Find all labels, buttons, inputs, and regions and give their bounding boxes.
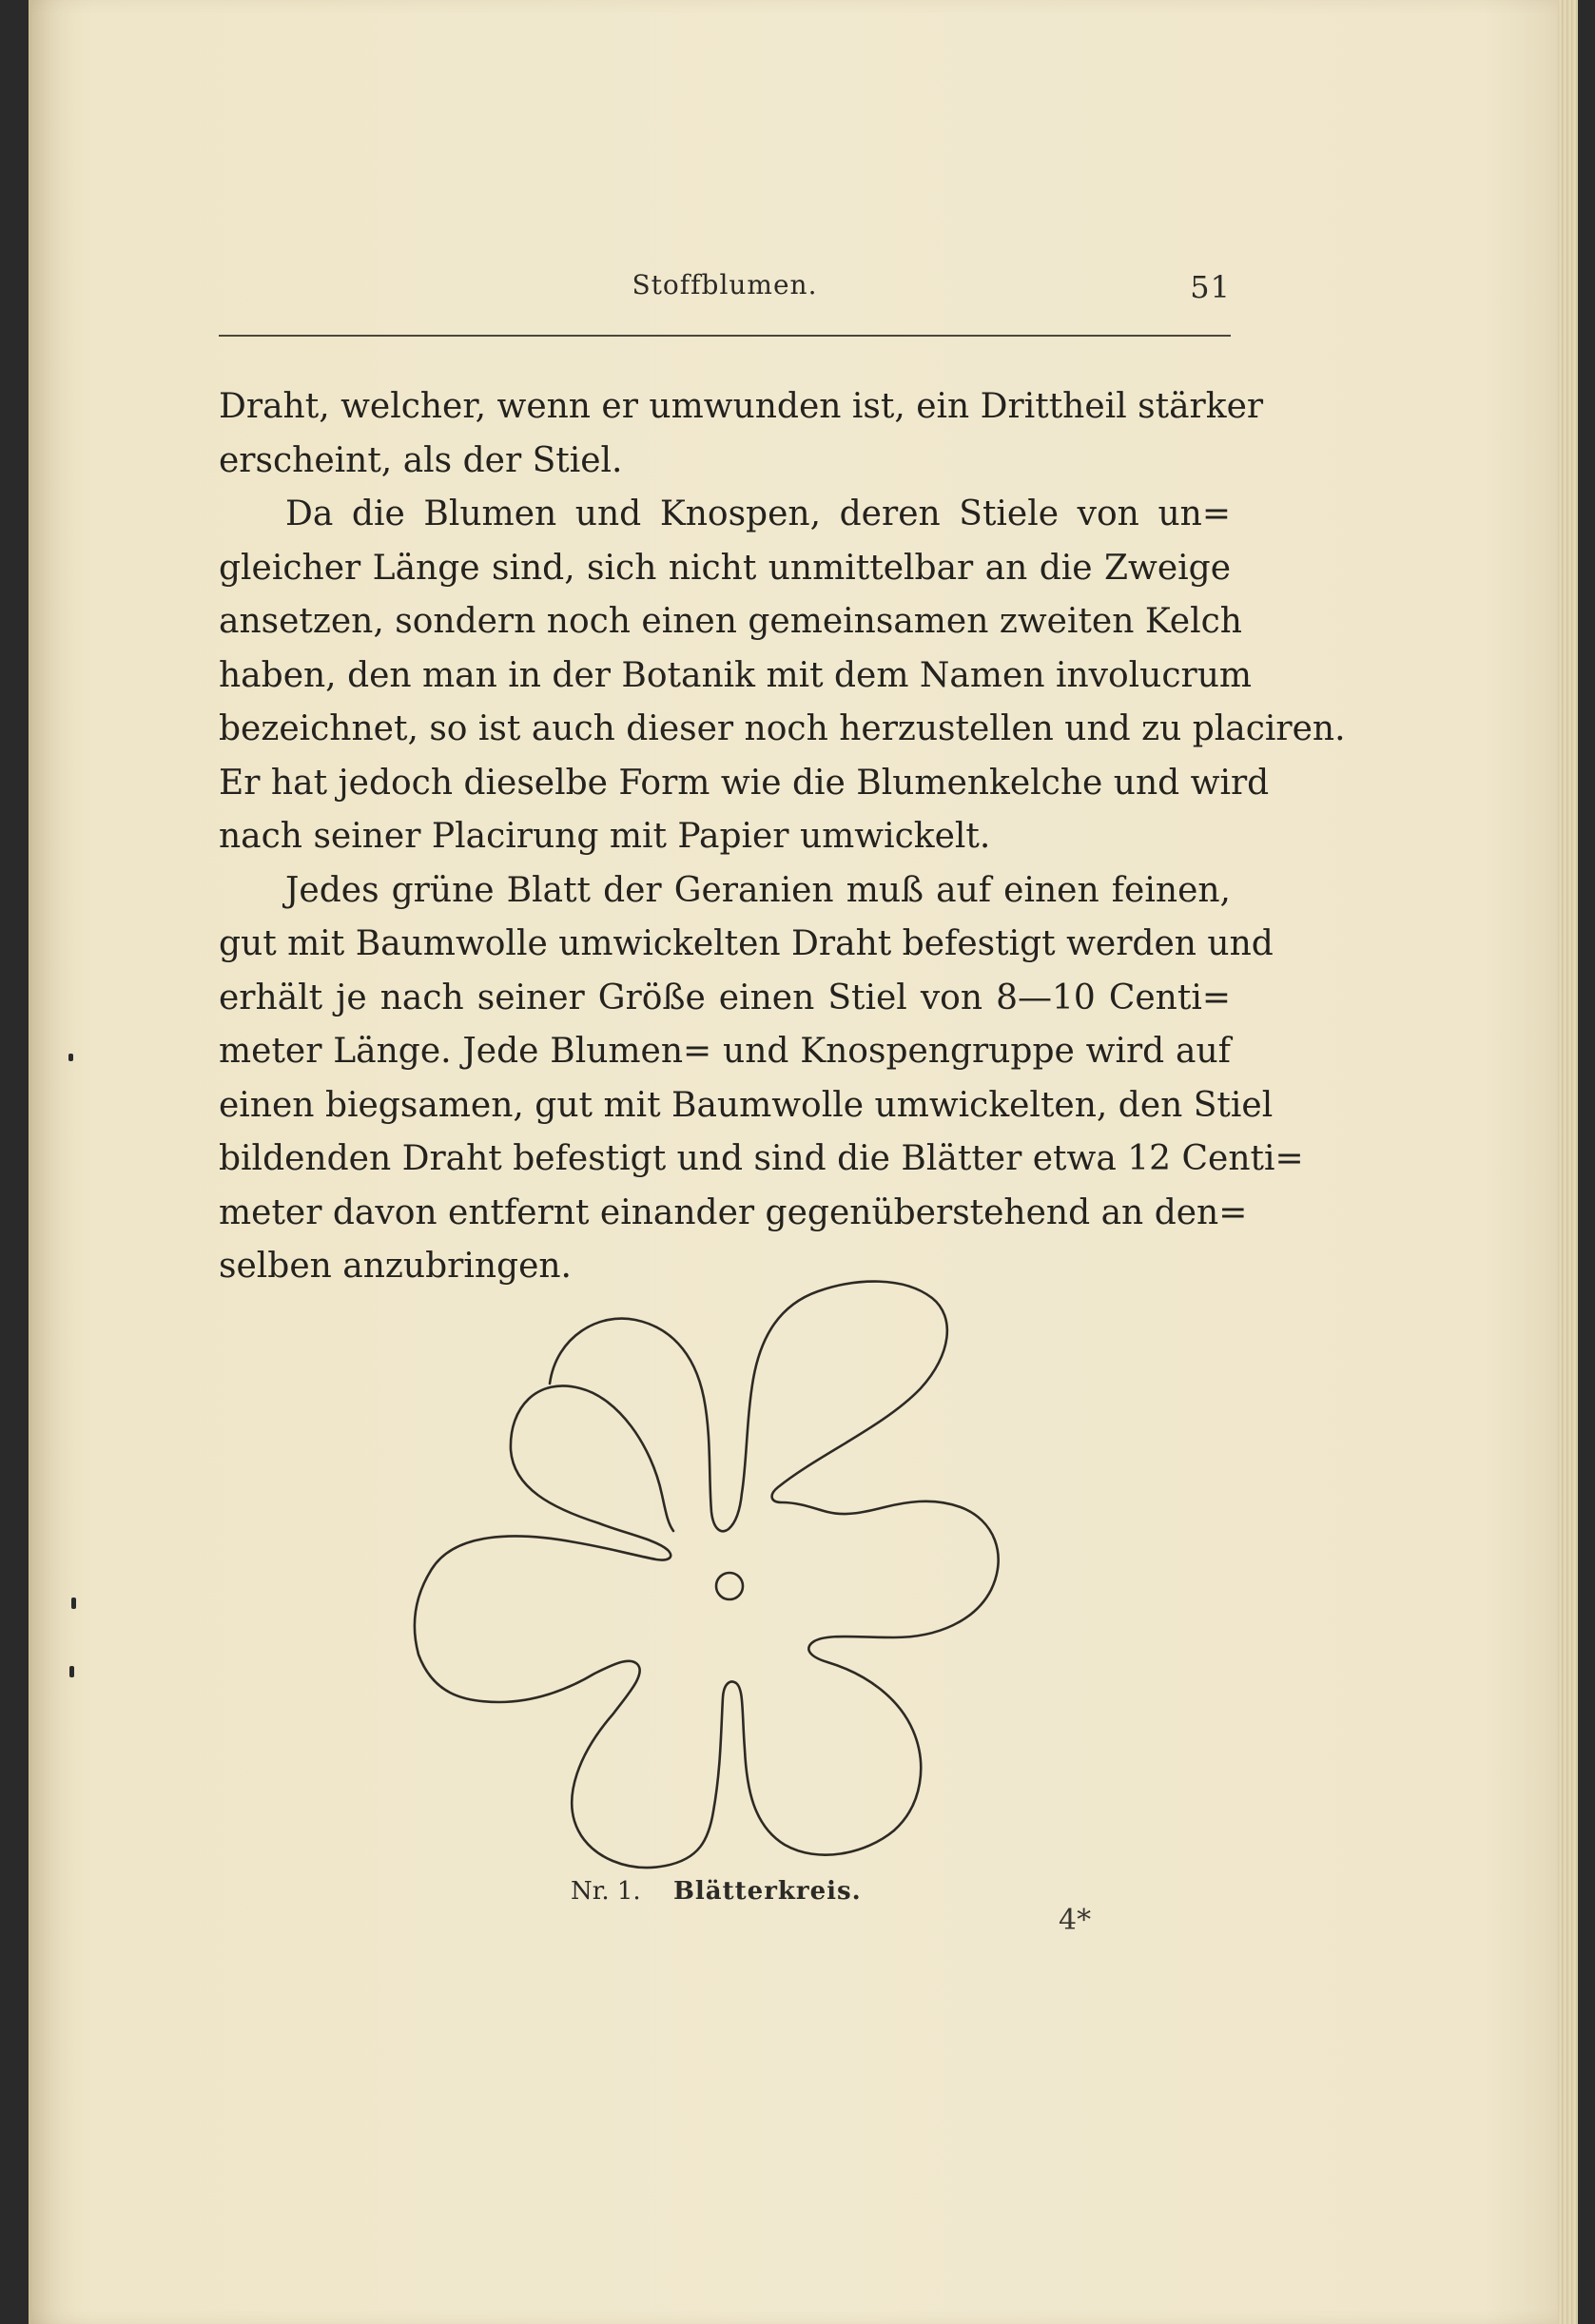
text-line: gut mit Baumwolle umwickelten Draht befestigt werden und bbox=[219, 924, 1274, 963]
text-line: gleicher Länge sind, sich nicht unmittelbar an die Zweige bbox=[219, 548, 1231, 588]
text-line: erscheint, als der Stiel. bbox=[219, 440, 623, 480]
text-line: einen biegsamen, gut mit Baumwolle umwickelten, den Stiel bbox=[219, 1085, 1274, 1125]
running-header bbox=[219, 269, 1231, 307]
binding-mark bbox=[69, 1666, 74, 1677]
center-hole bbox=[716, 1573, 743, 1599]
text-line: haben, den man in der Botanik mit dem Namen involucrum bbox=[219, 655, 1253, 695]
leaf-circle-illustration bbox=[418, 1284, 1084, 1873]
running-title: Stoffblumen. bbox=[632, 269, 818, 300]
page-number: 51 bbox=[1190, 269, 1231, 305]
body-text bbox=[219, 380, 1346, 1294]
signature-mark: 4* bbox=[1059, 1904, 1092, 1937]
text-line: Da die Blumen und Knospen, deren Stiele von un= bbox=[285, 494, 1231, 533]
text-line: bildenden Draht befestigt und sind die Blätter etwa 12 Centi= bbox=[219, 1139, 1304, 1178]
figure-number: Nr. 1. bbox=[571, 1877, 641, 1906]
binding-mark bbox=[71, 1598, 76, 1609]
text-line: erhält je nach seiner Größe einen Stiel von 8—10 Centi= bbox=[219, 978, 1231, 1017]
binding-mark bbox=[68, 1054, 73, 1061]
figure-title: Blätterkreis. bbox=[672, 1877, 862, 1906]
petal-outline bbox=[415, 1282, 999, 1868]
text-line: nach seiner Placirung mit Papier umwickelt. bbox=[219, 817, 991, 856]
text-line: meter davon entfernt einander gegenüberstehend an den= bbox=[219, 1192, 1248, 1232]
text-line: bezeichnet, so ist auch dieser noch herzustellen und zu placiren. bbox=[219, 709, 1346, 748]
text-line: selben anzubringen. bbox=[219, 1247, 573, 1286]
text-line: meter Länge. Jede Blumen= und Knospengruppe wird auf bbox=[219, 1032, 1231, 1071]
text-line: Er hat jedoch dieselbe Form wie die Blumenkelche und wird bbox=[219, 763, 1270, 803]
text-line: Draht, welcher, wenn er umwunden ist, ein Drittheil stärker bbox=[219, 387, 1264, 426]
text-line: Jedes grüne Blatt der Geranien muß auf einen feinen, bbox=[285, 870, 1231, 910]
figure-caption bbox=[571, 1877, 862, 1906]
page-edge bbox=[1558, 0, 1578, 2324]
text-line: ansetzen, sondern noch einen gemeinsamen zweiten Kelch bbox=[219, 602, 1242, 641]
header-rule bbox=[219, 335, 1231, 337]
